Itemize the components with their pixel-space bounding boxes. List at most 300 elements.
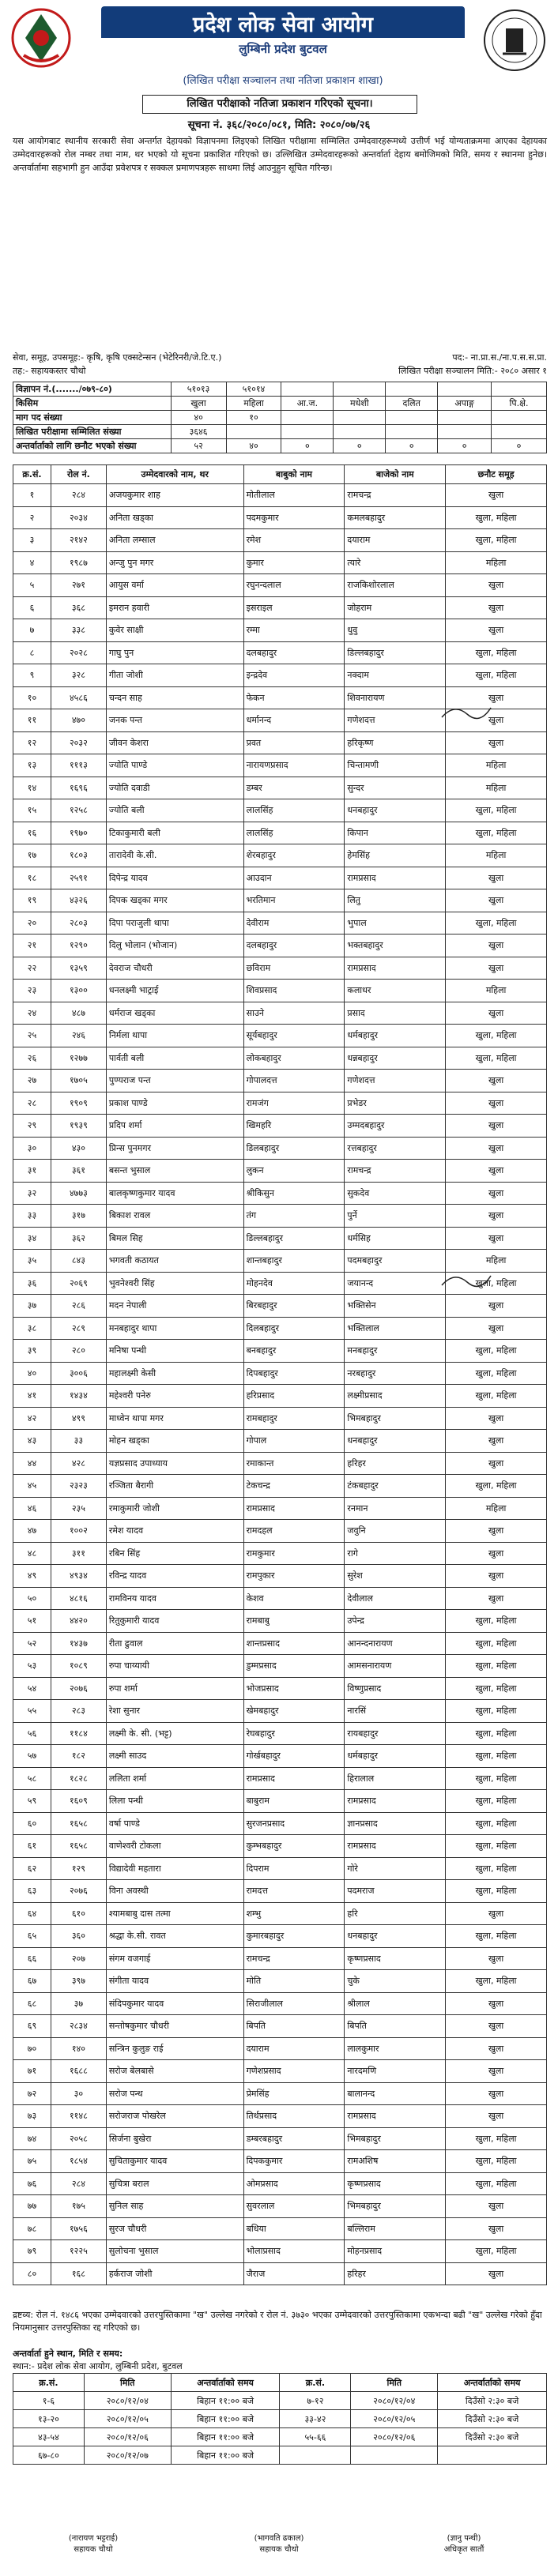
roll-cell: २४६	[51, 1025, 106, 1047]
grandfather-name-cell: रामअशिष	[345, 2150, 446, 2173]
roll-cell: ४३०	[51, 1137, 106, 1160]
roll-cell: २०७	[51, 1947, 106, 1970]
schedule-row	[13, 2410, 547, 2428]
father-name-cell: तंग	[243, 1205, 345, 1228]
group-cell: खुला, महिला	[446, 1970, 547, 1993]
roll-cell: १२९	[51, 1857, 106, 1880]
candidate-row	[13, 1430, 547, 1453]
father-name-cell: सूर्यबहादुर	[243, 1025, 345, 1047]
candidate-row	[13, 957, 547, 980]
serial-cell: २४	[13, 1002, 51, 1025]
candidate-name-cell: प्रकाश पाण्डे	[106, 1092, 243, 1115]
candidate-row	[13, 935, 547, 957]
roll-cell: १०८९	[51, 1655, 106, 1678]
sched-serial-cell: ७-१२	[280, 2392, 351, 2410]
candidate-row	[13, 2150, 547, 2173]
candidate-name-cell: जनक पन्त	[106, 709, 243, 732]
candidate-name-cell: गीता जोशी	[106, 664, 243, 687]
father-name-cell: दिपककुमार	[243, 2150, 345, 2173]
father-name-cell: भोलाप्रसाद	[243, 2240, 345, 2263]
vacancy-cell: १०	[226, 411, 281, 425]
father-name-cell: देवीराम	[243, 912, 345, 935]
father-name-cell: छविराम	[243, 957, 345, 980]
father-name-cell: ओमप्रसाद	[243, 2172, 345, 2195]
nepal-emblem-icon	[9, 6, 73, 70]
grandfather-name-cell: धर्मबहादुर	[345, 1745, 446, 1768]
group-cell: खुला, महिला	[446, 1655, 547, 1678]
candidate-name-cell: लिला पन्थी	[106, 1790, 243, 1813]
roll-cell: १९७०	[51, 822, 106, 844]
grandfather-name-cell: बल्लिराम	[345, 2217, 446, 2240]
group-cell: खुला	[446, 731, 547, 754]
candidate-name-cell: भुवनेश्वरी सिंह	[106, 1272, 243, 1295]
group-cell: खुला, महिला	[446, 664, 547, 687]
father-name-cell: रेघबहादुर	[243, 1722, 345, 1745]
roll-cell: २८६	[51, 1295, 106, 1318]
candidate-row	[13, 1002, 547, 1025]
grandfather-name-cell: रामप्रसाद	[345, 867, 446, 889]
group-cell: खुला	[446, 1160, 547, 1183]
father-name-cell: गोपाल	[243, 1430, 345, 1453]
roll-cell: ४९३४	[51, 1565, 106, 1588]
serial-cell: ७४	[13, 2127, 51, 2150]
candidate-name-cell: रविन्द्र यादव	[106, 1565, 243, 1588]
vacancy-cell: पि.क्षे.	[492, 397, 547, 411]
group-cell: खुला, महिला	[446, 2240, 547, 2263]
serial-cell: ६६	[13, 1947, 51, 1970]
serial-cell: ७८	[13, 2217, 51, 2240]
grandfather-name-cell: रत्तबहादुर	[345, 1137, 446, 1160]
vacancy-row	[13, 439, 547, 453]
grandfather-name-cell: हरिकृष्ण	[345, 731, 446, 754]
candidate-row	[13, 1857, 547, 1880]
candidate-row	[13, 1767, 547, 1790]
father-name-cell: शम्भु	[243, 1902, 345, 1925]
grandfather-name-cell: हरिहर	[345, 2262, 446, 2285]
stamp-mark-icon	[439, 1268, 494, 1293]
roll-cell: ४३२६	[51, 889, 106, 912]
group-cell: खुला	[446, 1115, 547, 1138]
group-cell: खुला, महिला	[446, 1925, 547, 1948]
schedule-row	[13, 2392, 547, 2410]
roll-cell: १९८७	[51, 551, 106, 574]
group-cell: खुला	[446, 2105, 547, 2128]
serial-cell: ५४	[13, 1677, 51, 1700]
group-cell: खुला	[446, 1452, 547, 1475]
grandfather-name-cell: मनबहादुर	[345, 1340, 446, 1363]
candidate-name-cell: सरोजराज पोखरेल	[106, 2105, 243, 2128]
father-name-cell: दिलबहादुर	[243, 1317, 345, 1340]
vacancy-label: किसिम	[13, 397, 172, 411]
sched-time-cell: बिहान ११:०० बजे	[171, 2410, 280, 2428]
roll-cell: १११३	[51, 754, 106, 777]
group-cell: खुला, महिला	[446, 1047, 547, 1070]
grandfather-name-cell: जवुनि	[345, 1520, 446, 1543]
group-cell: खुला	[446, 1227, 547, 1250]
roll-cell: ३१७	[51, 1205, 106, 1228]
result-header-row	[13, 465, 547, 484]
father-name-cell: कुम्भबहादुर	[243, 1835, 345, 1858]
serial-cell: ७९	[13, 2240, 51, 2263]
grandfather-name-cell: भक्तिलाल	[345, 1317, 446, 1340]
grandfather-name-cell: धनबहादुर	[345, 799, 446, 822]
candidate-name-cell: रुपा चाय्यायी	[106, 1655, 243, 1678]
candidate-name-cell: रबिन सिंह	[106, 1542, 243, 1565]
grandfather-name-cell: पदमराज	[345, 1880, 446, 1903]
candidate-name-cell: अजयकुमार शाह	[106, 484, 243, 507]
candidate-row	[13, 1632, 547, 1655]
notice-number: सूचना नं. ३६८/२०८०/०८१, मिति: २०८०/०७/२६	[187, 119, 371, 131]
candidate-name-cell: रामविनय यादव	[106, 1587, 243, 1610]
candidate-name-cell: वाणेश्वरी टोकला	[106, 1835, 243, 1858]
serial-cell: ४६	[13, 1497, 51, 1520]
serial-cell: २६	[13, 1047, 51, 1070]
vacancy-cell: ०	[334, 439, 386, 453]
sched-time-cell: दिउँसो २:३० बजे	[438, 2410, 547, 2428]
grandfather-name-cell: रनमान	[345, 1497, 446, 1520]
serial-cell: ७७	[13, 2195, 51, 2218]
candidate-name-cell: जीवन केशरा	[106, 731, 243, 754]
candidate-row	[13, 2082, 547, 2105]
serial-cell: २२	[13, 957, 51, 980]
group-cell: खुला	[446, 1902, 547, 1925]
candidate-row	[13, 1902, 547, 1925]
father-name-cell: प्रवत	[243, 731, 345, 754]
father-name-cell: लालसिंह	[243, 822, 345, 844]
candidate-name-cell: मदन नेपाली	[106, 1295, 243, 1318]
grandfather-name-cell: धन्नबहादुर	[345, 1047, 446, 1070]
roll-cell: २५९१	[51, 867, 106, 889]
father-name-cell: शान्तबहादुर	[243, 1250, 345, 1273]
group-cell: खुला, महिला	[446, 1475, 547, 1498]
serial-cell: १५	[13, 799, 51, 822]
group-cell: खुला	[446, 1182, 547, 1205]
candidate-row	[13, 1610, 547, 1633]
group-cell: महिला	[446, 844, 547, 867]
roll-cell: ६१०	[51, 1902, 106, 1925]
roll-cell: २३२३	[51, 1475, 106, 1498]
schedule-row	[13, 2446, 547, 2465]
grandfather-name-cell: गणेशदत्त	[345, 1070, 446, 1092]
father-name-cell: नारायणप्रसाद	[243, 754, 345, 777]
father-name-cell: पदमकुमार	[243, 506, 345, 529]
group-cell: खुला, महिला	[446, 1790, 547, 1813]
grandfather-name-cell: रामचन्द्र	[345, 484, 446, 507]
roll-cell: १४०	[51, 2037, 106, 2060]
section-name: (लिखित परीक्षा सञ्चालन तथा नतिजा प्रकाशन शाखा)	[183, 75, 383, 87]
candidate-name-cell: यज्ञप्रसाद उपाध्याय	[106, 1452, 243, 1475]
father-name-cell: साउने	[243, 1002, 345, 1025]
roll-cell: ११४८	[51, 2105, 106, 2128]
vacancy-cell	[281, 411, 334, 425]
father-name-cell: इन्द्रदेव	[243, 664, 345, 687]
vacancy-cell	[438, 425, 492, 439]
father-name-cell: सुवरलाल	[243, 2195, 345, 2218]
candidate-name-cell: अन्जु पुन मगर	[106, 551, 243, 574]
father-name-cell: रघुनन्दलाल	[243, 574, 345, 597]
vacancy-label: लिखित परीक्षामा सम्मिलित संख्या	[13, 425, 172, 439]
serial-cell: ५१	[13, 1610, 51, 1633]
grandfather-name-cell: टंकबहादुर	[345, 1475, 446, 1498]
sched-serial-cell: ३३-४२	[280, 2410, 351, 2428]
candidate-name-cell: रुपा शर्मा	[106, 1677, 243, 1700]
serial-cell: ७२	[13, 2082, 51, 2105]
group-cell: खुला, महिला	[446, 1700, 547, 1723]
roll-cell: २८०	[51, 1340, 106, 1363]
notice-title: लिखित परीक्षाको नतिजा प्रकाशन गरिएको सूचना।	[142, 95, 417, 114]
vacancy-cell	[492, 425, 547, 439]
serial-cell: ४९	[13, 1565, 51, 1588]
serial-cell: ४४	[13, 1452, 51, 1475]
roll-cell: ३२८	[51, 664, 106, 687]
vacancy-cell: ०	[438, 439, 492, 453]
father-name-cell: रामकुमार	[243, 1542, 345, 1565]
candidate-name-cell: संगम वजगाई	[106, 1947, 243, 1970]
father-name-cell: दिपराम	[243, 1857, 345, 1880]
sched-serial-cell: १-६	[13, 2392, 85, 2410]
vacancy-cell: ०	[386, 439, 438, 453]
vacancy-cell: ४०	[226, 439, 281, 453]
roll-cell: १९०९	[51, 1092, 106, 1115]
father-name-cell: कुमारबहादुर	[243, 1925, 345, 1948]
roll-cell: २७१	[51, 574, 106, 597]
candidate-name-cell: प्रदिप शर्मा	[106, 1115, 243, 1138]
serial-cell: ५	[13, 574, 51, 597]
grandfather-name-cell: नक्दाम	[345, 664, 446, 687]
serial-cell: ६८	[13, 1992, 51, 2015]
candidate-name-cell: लक्ष्मी के. सी. (भट्ट)	[106, 1722, 243, 1745]
grandfather-name-cell: धनबहादुर	[345, 1430, 446, 1453]
candidate-row	[13, 1880, 547, 1903]
candidate-row	[13, 754, 547, 777]
group-cell: खुला	[446, 1430, 547, 1453]
grandfather-name-cell: गणेशदत्त	[345, 709, 446, 732]
roll-cell: १२५८	[51, 799, 106, 822]
candidate-row	[13, 1520, 547, 1543]
father-name-cell: रमेश	[243, 529, 345, 552]
candidate-name-cell: टिकाकुमारी बली	[106, 822, 243, 844]
roll-cell: ३६०	[51, 1925, 106, 1948]
roll-cell: २०२८	[51, 641, 106, 664]
father-name-cell: गोपालदत्त	[243, 1070, 345, 1092]
sched-date-cell: २०८०/१२/०४	[351, 2392, 438, 2410]
serial-cell: ६	[13, 596, 51, 619]
group-cell: खुला	[446, 2060, 547, 2083]
candidate-row	[13, 980, 547, 1002]
group-cell: खुला, महिला	[446, 1857, 547, 1880]
sched-time-cell: दिउँसो २:३० बजे	[438, 2392, 547, 2410]
serial-cell: ३५	[13, 1250, 51, 1273]
serial-cell: ७	[13, 619, 51, 642]
father-name-cell: लोकबहादुर	[243, 1047, 345, 1070]
candidate-row	[13, 2037, 547, 2060]
exam-date-line: लिखित परीक्षा सञ्चालन मिति:- २०८० असार १	[398, 366, 547, 376]
father-name-cell: श्रीकिसुन	[243, 1182, 345, 1205]
candidate-name-cell: रमाकुमारी जोशी	[106, 1497, 243, 1520]
vacancy-cell: अपाङ्ग	[438, 397, 492, 411]
group-cell: खुला	[446, 935, 547, 957]
father-name-cell: दिपबहादुर	[243, 1362, 345, 1385]
father-name-cell: रामदत्त	[243, 1880, 345, 1903]
candidate-row	[13, 2127, 547, 2150]
candidate-name-cell: विद्यादेवी महतारा	[106, 1857, 243, 1880]
vacancy-cell: खुला	[171, 397, 226, 411]
candidate-row	[13, 1992, 547, 2015]
group-cell: खुला	[446, 1520, 547, 1543]
candidate-name-cell: तारादेवी के.सी.	[106, 844, 243, 867]
father-name-cell: मोति	[243, 1970, 345, 1993]
roll-cell: १७०५	[51, 1070, 106, 1092]
serial-cell: १९	[13, 889, 51, 912]
father-name-cell: बिरबहादुर	[243, 1295, 345, 1318]
vacancy-cell	[386, 425, 438, 439]
roll-cell: १२७७	[51, 1047, 106, 1070]
header	[0, 0, 558, 88]
grandfather-name-cell: धर्मबहादुर	[345, 1025, 446, 1047]
roll-cell: ४८१६	[51, 1587, 106, 1610]
vacancy-cell	[492, 411, 547, 425]
stamp-mark-icon	[439, 700, 494, 725]
roll-cell: ४४२०	[51, 1610, 106, 1633]
serial-cell: ५६	[13, 1722, 51, 1745]
candidate-row	[13, 1385, 547, 1408]
roll-cell: २०६९	[51, 1272, 106, 1295]
vacancy-cell: ५२	[171, 439, 226, 453]
service-line: सेवा, समूह, उपसमूह:- कृषि, कृषि एक्सटेन्सन (भेटेरिनरी/जे.टि.ए.)	[13, 352, 222, 363]
father-name-cell: शान्तप्रसाद	[243, 1632, 345, 1655]
group-cell: खुला	[446, 1070, 547, 1092]
candidate-name-cell: सरोज बेलबासे	[106, 2060, 243, 2083]
sched-date-cell: २०८०/१२/०६	[84, 2428, 171, 2446]
candidate-row	[13, 799, 547, 822]
father-name-cell: दलबहादुर	[243, 641, 345, 664]
serial-cell: ७०	[13, 2037, 51, 2060]
group-cell: खुला	[446, 2082, 547, 2105]
candidate-name-cell: संदिपकुमार यादव	[106, 1992, 243, 2015]
roll-cell: ३६१	[51, 1160, 106, 1183]
roll-cell: २८४	[51, 2172, 106, 2195]
candidate-row	[13, 641, 547, 664]
roll-cell: २८३	[51, 1700, 106, 1723]
group-cell: खुला	[446, 2217, 547, 2240]
note-text: द्रष्टव्य: रोल नं. १४८६ भएका उम्मेदवारको उत्तरपुस्तिकामा "ख" उल्लेख नगरेको र रोल नं. ३७३० भएका उम्मेदवारको उत्तरपुस्तिकामा एकभन्दा बढी "ख" उल्लेख गरेको हुँदा नियमानुसार उत्तरपुस्तिका रद्द गरिएको छ।	[13, 2310, 542, 2333]
candidate-name-cell: दिलु भोलान (भोजान)	[106, 935, 243, 957]
candidate-name-cell: सन्तोषकुमार चौधरी	[106, 2015, 243, 2038]
signatory-role: सहायक चौथो	[74, 2545, 113, 2554]
vacancy-cell	[334, 382, 386, 397]
group-cell: खुला, महिला	[446, 1025, 547, 1047]
group-cell: महिला	[446, 980, 547, 1002]
roll-cell: १३५९	[51, 957, 106, 980]
group-cell: खुला	[446, 2262, 547, 2285]
father-name-cell: रम्मा	[243, 619, 345, 642]
group-cell: खुला	[446, 889, 547, 912]
group-cell: खुला, महिला	[446, 506, 547, 529]
candidate-name-cell: ज्योति बली	[106, 799, 243, 822]
father-name-cell: डिल्लबहादुर	[243, 1227, 345, 1250]
candidate-name-cell: हर्कराज जोशी	[106, 2262, 243, 2285]
grandfather-name-cell: हिरालाल	[345, 1767, 446, 1790]
serial-cell: ३९	[13, 1340, 51, 1363]
grandfather-name-cell: सुरेश	[345, 1565, 446, 1588]
father-name-cell: बिपति	[243, 2015, 345, 2038]
father-name-cell: शेरबहादुर	[243, 844, 345, 867]
candidate-row	[13, 1970, 547, 1993]
roll-cell: १६८८	[51, 2060, 106, 2083]
signatory-name: (भागवति ढकाल)	[254, 2534, 304, 2543]
vacancy-cell: ५१०१३	[171, 382, 226, 397]
vacancy-cell	[386, 411, 438, 425]
candidate-name-cell: अनिता लम्साल	[106, 529, 243, 552]
father-name-cell: कुमार	[243, 551, 345, 574]
serial-cell: ३७	[13, 1295, 51, 1318]
sched-serial-cell: ५५-६६	[280, 2428, 351, 2446]
group-cell: खुला, महिला	[446, 2150, 547, 2173]
roll-cell: १७५	[51, 2195, 106, 2218]
group-cell: खुला	[446, 1407, 547, 1430]
father-name-cell: बधिया	[243, 2217, 345, 2240]
serial-cell: ५७	[13, 1745, 51, 1768]
roll-cell: २०७६	[51, 1677, 106, 1700]
grandfather-name-cell: रामप्रसाद	[345, 957, 446, 980]
sched-date-cell: २०८०/१२/०५	[351, 2410, 438, 2428]
grandfather-name-cell: धुवु	[345, 619, 446, 642]
group-cell: खुला, महिला	[446, 1362, 547, 1385]
candidate-name-cell: मनबहादुर थापा	[106, 1317, 243, 1340]
group-cell: खुला, महिला	[446, 1745, 547, 1768]
roll-cell: १८०३	[51, 844, 106, 867]
candidate-name-cell: महेश्वरी पनेरु	[106, 1385, 243, 1408]
grandfather-name-cell: सुकदेव	[345, 1182, 446, 1205]
candidate-name-cell: दिपा पराजुली थापा	[106, 912, 243, 935]
serial-cell: ५०	[13, 1587, 51, 1610]
grandfather-name-cell: जयानन्द	[345, 1272, 446, 1295]
candidate-name-cell: बसन्त भुसाल	[106, 1160, 243, 1183]
grandfather-name-cell: किपान	[345, 822, 446, 844]
roll-cell: ८४३	[51, 1250, 106, 1273]
roll-cell: २८९	[51, 1317, 106, 1340]
serial-cell: ६०	[13, 1812, 51, 1835]
serial-cell: ४८	[13, 1542, 51, 1565]
col-father: बाबुको नाम	[243, 465, 345, 484]
group-cell: खुला, महिला	[446, 1272, 547, 1295]
grandfather-name-cell: विष्णुप्रसाद	[345, 1677, 446, 1700]
grandfather-name-cell: रामप्रसाद	[345, 1790, 446, 1813]
sched-serial-cell	[280, 2446, 351, 2465]
group-cell: खुला, महिला	[446, 1880, 547, 1903]
candidate-name-cell: सिर्जना बुखेरा	[106, 2127, 243, 2150]
serial-cell: ९	[13, 664, 51, 687]
vacancy-cell: मधेशी	[334, 397, 386, 411]
father-name-cell: रामबहादुर	[243, 1407, 345, 1430]
schedule-row	[13, 2428, 547, 2446]
grandfather-name-cell: ज्ञानप्रसाद	[345, 1812, 446, 1835]
serial-cell: १	[13, 484, 51, 507]
notice-intro: यस आयोगबाट स्थानीय सरकारी सेवा अन्तर्गत देहायको विज्ञापनमा लिइएको लिखित परीक्षामा सम्मिलित उम्मेदवारहरूमध्ये उत्तीर्ण भई योग्यताक्रममा आएका देहायका उम्मेदवारहरूको रोल नम्बर तथा नाम, थर भएको यो सूचना प्रकाशित गरिएको छ। उल्लिखित उम्मेदवारहरूको अन्तर्वार्ता देहाय बमोजिमको मिति, समय र स्थानमा हुनेछ। अन्तर्वार्तामा सहभागी हुन आउँदा प्रवेशपत्र र सक्कल प्रमाणपत्रहरू साथमा लिई आउनुहुन सूचित गरिन्छ।	[13, 136, 547, 173]
serial-cell: ४३	[13, 1430, 51, 1453]
post-line: पद:- ना.प्रा.स./ना.प.स.स.प्रा.	[452, 352, 547, 363]
candidate-row	[13, 1677, 547, 1700]
serial-cell: ३०	[13, 1137, 51, 1160]
candidate-row	[13, 1835, 547, 1858]
grandfather-name-cell: नारसिं	[345, 1700, 446, 1723]
candidate-row	[13, 574, 547, 597]
roll-cell: ३३	[51, 1430, 106, 1453]
candidate-name-cell: मोहन खड्का	[106, 1430, 243, 1453]
group-cell: खुला	[446, 1947, 547, 1970]
father-name-cell: डम्बरबहादुर	[243, 2127, 345, 2150]
roll-cell: ३६८	[51, 596, 106, 619]
